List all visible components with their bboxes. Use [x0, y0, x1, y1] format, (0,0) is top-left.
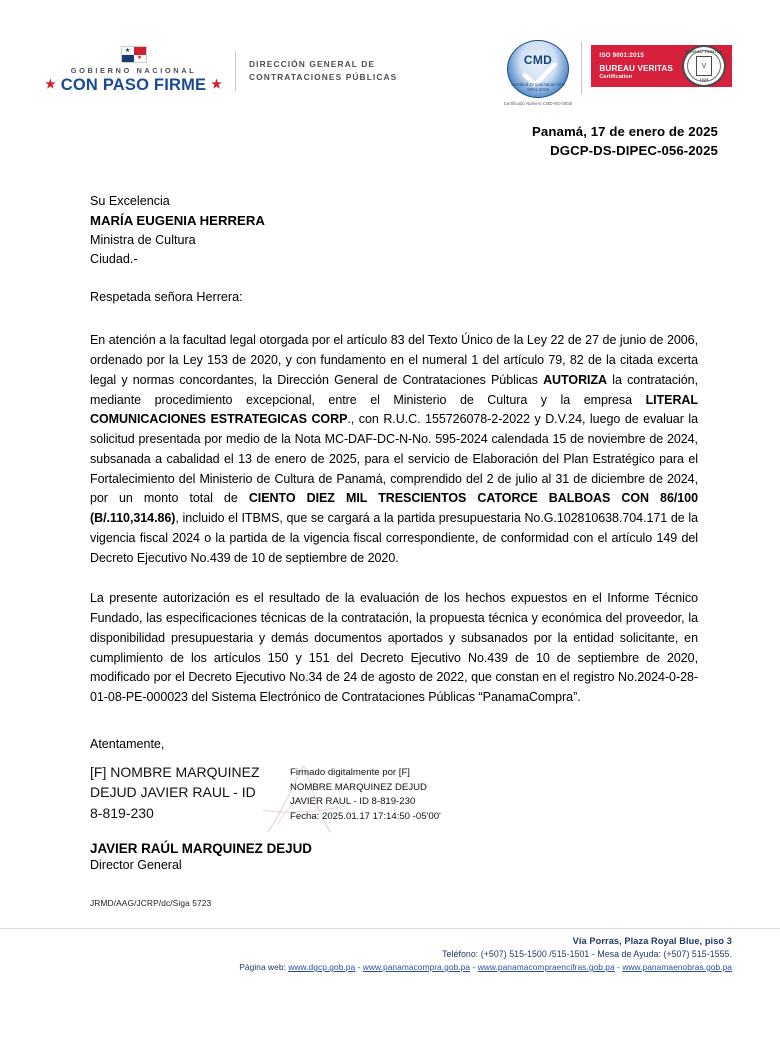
signer-line-2: DEJUD JAVIER RAUL - ID — [90, 784, 256, 801]
addressee-block — [90, 192, 698, 269]
signer-line-3: 8-819-230 — [90, 804, 154, 821]
paragraph-text: , incluido el ITBMS, que se cargará a la partida presupuestaria No.G.102810638.704.171 de la vigencia fiscal 2024 o la partida de la vigencia fiscal correspondiente, de conformidad con el artículo 149 del Decreto Ejecutivo No.439 de 10 de septiembre de 2020. — [90, 511, 698, 565]
bureau-veritas-seal-icon — [682, 45, 726, 87]
footer-link-3[interactable]: www.panamacompraencifras.gob.pa — [477, 962, 615, 972]
paragraph-emphasis: CIENTO DIEZ MIL TRESCIENTOS CATORCE BALBOAS CON 86/100 (B/.110,314.86) — [90, 491, 698, 526]
cert-divider — [581, 42, 582, 94]
bv-iso-label: ISO 9001:2015 — [599, 52, 644, 59]
stamp-line-2: NOMBRE MARQUINEZ DEJUD — [290, 781, 427, 793]
closing-line: Atentamente, — [90, 737, 165, 751]
stamp-line-1: Firmado digitalmente por [F] — [290, 767, 410, 778]
paragraph-text: En atención a la facultad legal otorgada por el artículo 83 del Texto Único de la Ley 22 de 27 de junio de 2006, ordenado por la Ley 153 de 2020, y con fundamento en el numeral 1 del artículo 79, 82 de la citada excerta legal y normas concordantes, la Dirección General de Contrataciones Públicas — [90, 333, 698, 387]
gov-logo-top-line: GOBIERNO NACIONAL — [70, 66, 197, 75]
footer-phones: Teléfono: (+507) 515-1500 /515-1501 - Mesa de Ayuda: (+507) 515-1555. — [442, 949, 732, 959]
slogan-star-left: ★ — [45, 77, 56, 91]
footer-link-separator: - — [470, 962, 478, 972]
paragraph-justification: La presente autorización es el resultado de la evaluación de los hechos expuestos en el Informe Técnico Fundado, las especificaciones técnicas de la contratación, la propuesta técnica y económica del proveedor, la disponibilidad presupuestaria y demás documentos aportados y subsanados por la entidad solicitante, en cumplimiento de los artículos 150 y 151 del Decreto Ejecutivo No.439 de 10 de septiembre de 2020, modificado por el Decreto Ejecutivo No.34 de 24 de agosto de 2022, que constan en el registro No.2024-0-28-01-08-PE-000023 del Sistema Electrónico de Contrataciones Públicas “PanamaCompra”. — [90, 591, 698, 705]
salutation: Respetada señora Herrera: — [90, 290, 243, 305]
cmd-arc-text: Certified Organization ISO 9001:2015 — [511, 82, 565, 92]
addressee-position: Ministra de Cultura — [90, 233, 196, 248]
footer-link-4[interactable]: www.panamaenobras.gob.pa — [622, 962, 732, 972]
cmd-badge — [504, 36, 573, 106]
digital-signature-stamp — [290, 766, 540, 824]
signature-row — [90, 762, 698, 837]
entity-line-2: CONTRATACIONES PÚBLICAS — [249, 71, 398, 82]
footer-link-2[interactable]: www.panamacompra.gob.pa — [362, 962, 471, 972]
slogan-text: CON PASO FIRME — [60, 76, 207, 94]
reference-number: DGCP-DS-DIPEC-056-2025 — [550, 143, 718, 159]
signer-title: Director General — [90, 858, 182, 872]
document-header — [0, 36, 780, 116]
letter-body — [90, 192, 698, 708]
bv-certification-label: Certification — [599, 74, 633, 80]
letter-date-block — [532, 122, 718, 160]
paragraph-text: la contratación, mediante procedimiento excepcional, entre el Ministerio de Cultura y la empresa — [90, 372, 698, 407]
gov-logo-slogan — [45, 76, 222, 95]
signer-line-1: [F] NOMBRE MARQUINEZ — [90, 764, 260, 780]
cmd-title: CMD — [523, 53, 553, 67]
addressee-city: Ciudad.- — [90, 252, 138, 267]
government-logo — [45, 46, 397, 95]
place-and-date: Panamá, 17 de enero de 2025 — [532, 124, 718, 139]
footer-link-separator: - — [614, 962, 623, 972]
bv-seal-container — [682, 45, 732, 87]
cmd-caption: Certificado Número CMD-9G-0003I — [503, 101, 573, 106]
panama-flag-icon — [121, 46, 147, 63]
stamp-line-4-date: Fecha: 2025.01.17 17:14:50 -05'00' — [290, 810, 441, 822]
entity-name — [236, 58, 397, 82]
document-footer — [0, 936, 780, 972]
flag-star-red: ★ — [136, 55, 143, 62]
slogan-star-right: ★ — [211, 77, 223, 91]
internal-reference-code: JRMD/AAG/JCRP/dc/Siga 5723 — [90, 898, 212, 908]
footer-link-1[interactable]: www.dgcp.gob.pa — [288, 962, 356, 972]
addressee-name: MARÍA EUGENIA HERRERA — [90, 213, 265, 229]
signer-identity-text — [90, 762, 290, 823]
bv-text-block — [591, 45, 682, 87]
footer-divider — [0, 928, 780, 929]
footer-web-links — [0, 962, 732, 972]
flag-star-blue: ★ — [124, 47, 131, 54]
bv-seal-center: V — [696, 56, 712, 76]
footer-address: Vía Porras, Plaza Royal Blue, piso 3 — [572, 936, 732, 946]
signer-full-name: JAVIER RAÚL MARQUINEZ DEJUD — [90, 841, 312, 856]
cmd-seal-icon — [507, 40, 569, 98]
bv-seal-top-text: BUREAU VERITAS — [685, 50, 723, 54]
certification-badges — [504, 36, 732, 106]
paragraph-authorization — [90, 331, 698, 568]
footer-web-label: Página web: — [239, 962, 289, 972]
gov-logo-left — [45, 46, 235, 95]
bv-seal-year: 1828 — [699, 78, 709, 82]
footer-link-separator: - — [355, 962, 363, 972]
paragraph-emphasis: AUTORIZA — [543, 372, 608, 387]
entity-line-1: DIRECCIÓN GENERAL DE — [249, 59, 376, 70]
bv-name-label: BUREAU VERITAS — [599, 64, 673, 73]
stamp-line-3: JAVIER RAUL - ID 8-819-230 — [290, 796, 416, 808]
paragraph-text: ., con R.U.C. 155726078-2-2022 y D.V.24, luego de evaluar la solicitud presentada por medio de la Nota MC-DAF-DC-N-No. 595-2024 calendada 15 de noviembre de 2024, subsanada a cabalidad el 13 de enero de 2025, para el servicio de Elaboración del Plan Estratégico para el Fortalecimiento del Ministerio de Cultura de Panamá, comprendido del 2 de julio al 31 de diciembre de 2024, por un monto total de — [90, 412, 698, 506]
addressee-honorific: Su Excelencia — [90, 194, 170, 208]
bureau-veritas-badge — [591, 45, 732, 87]
paragraph-emphasis: LITERAL COMUNICACIONES ESTRATEGICAS CORP — [90, 392, 698, 427]
signature-block — [90, 737, 698, 908]
